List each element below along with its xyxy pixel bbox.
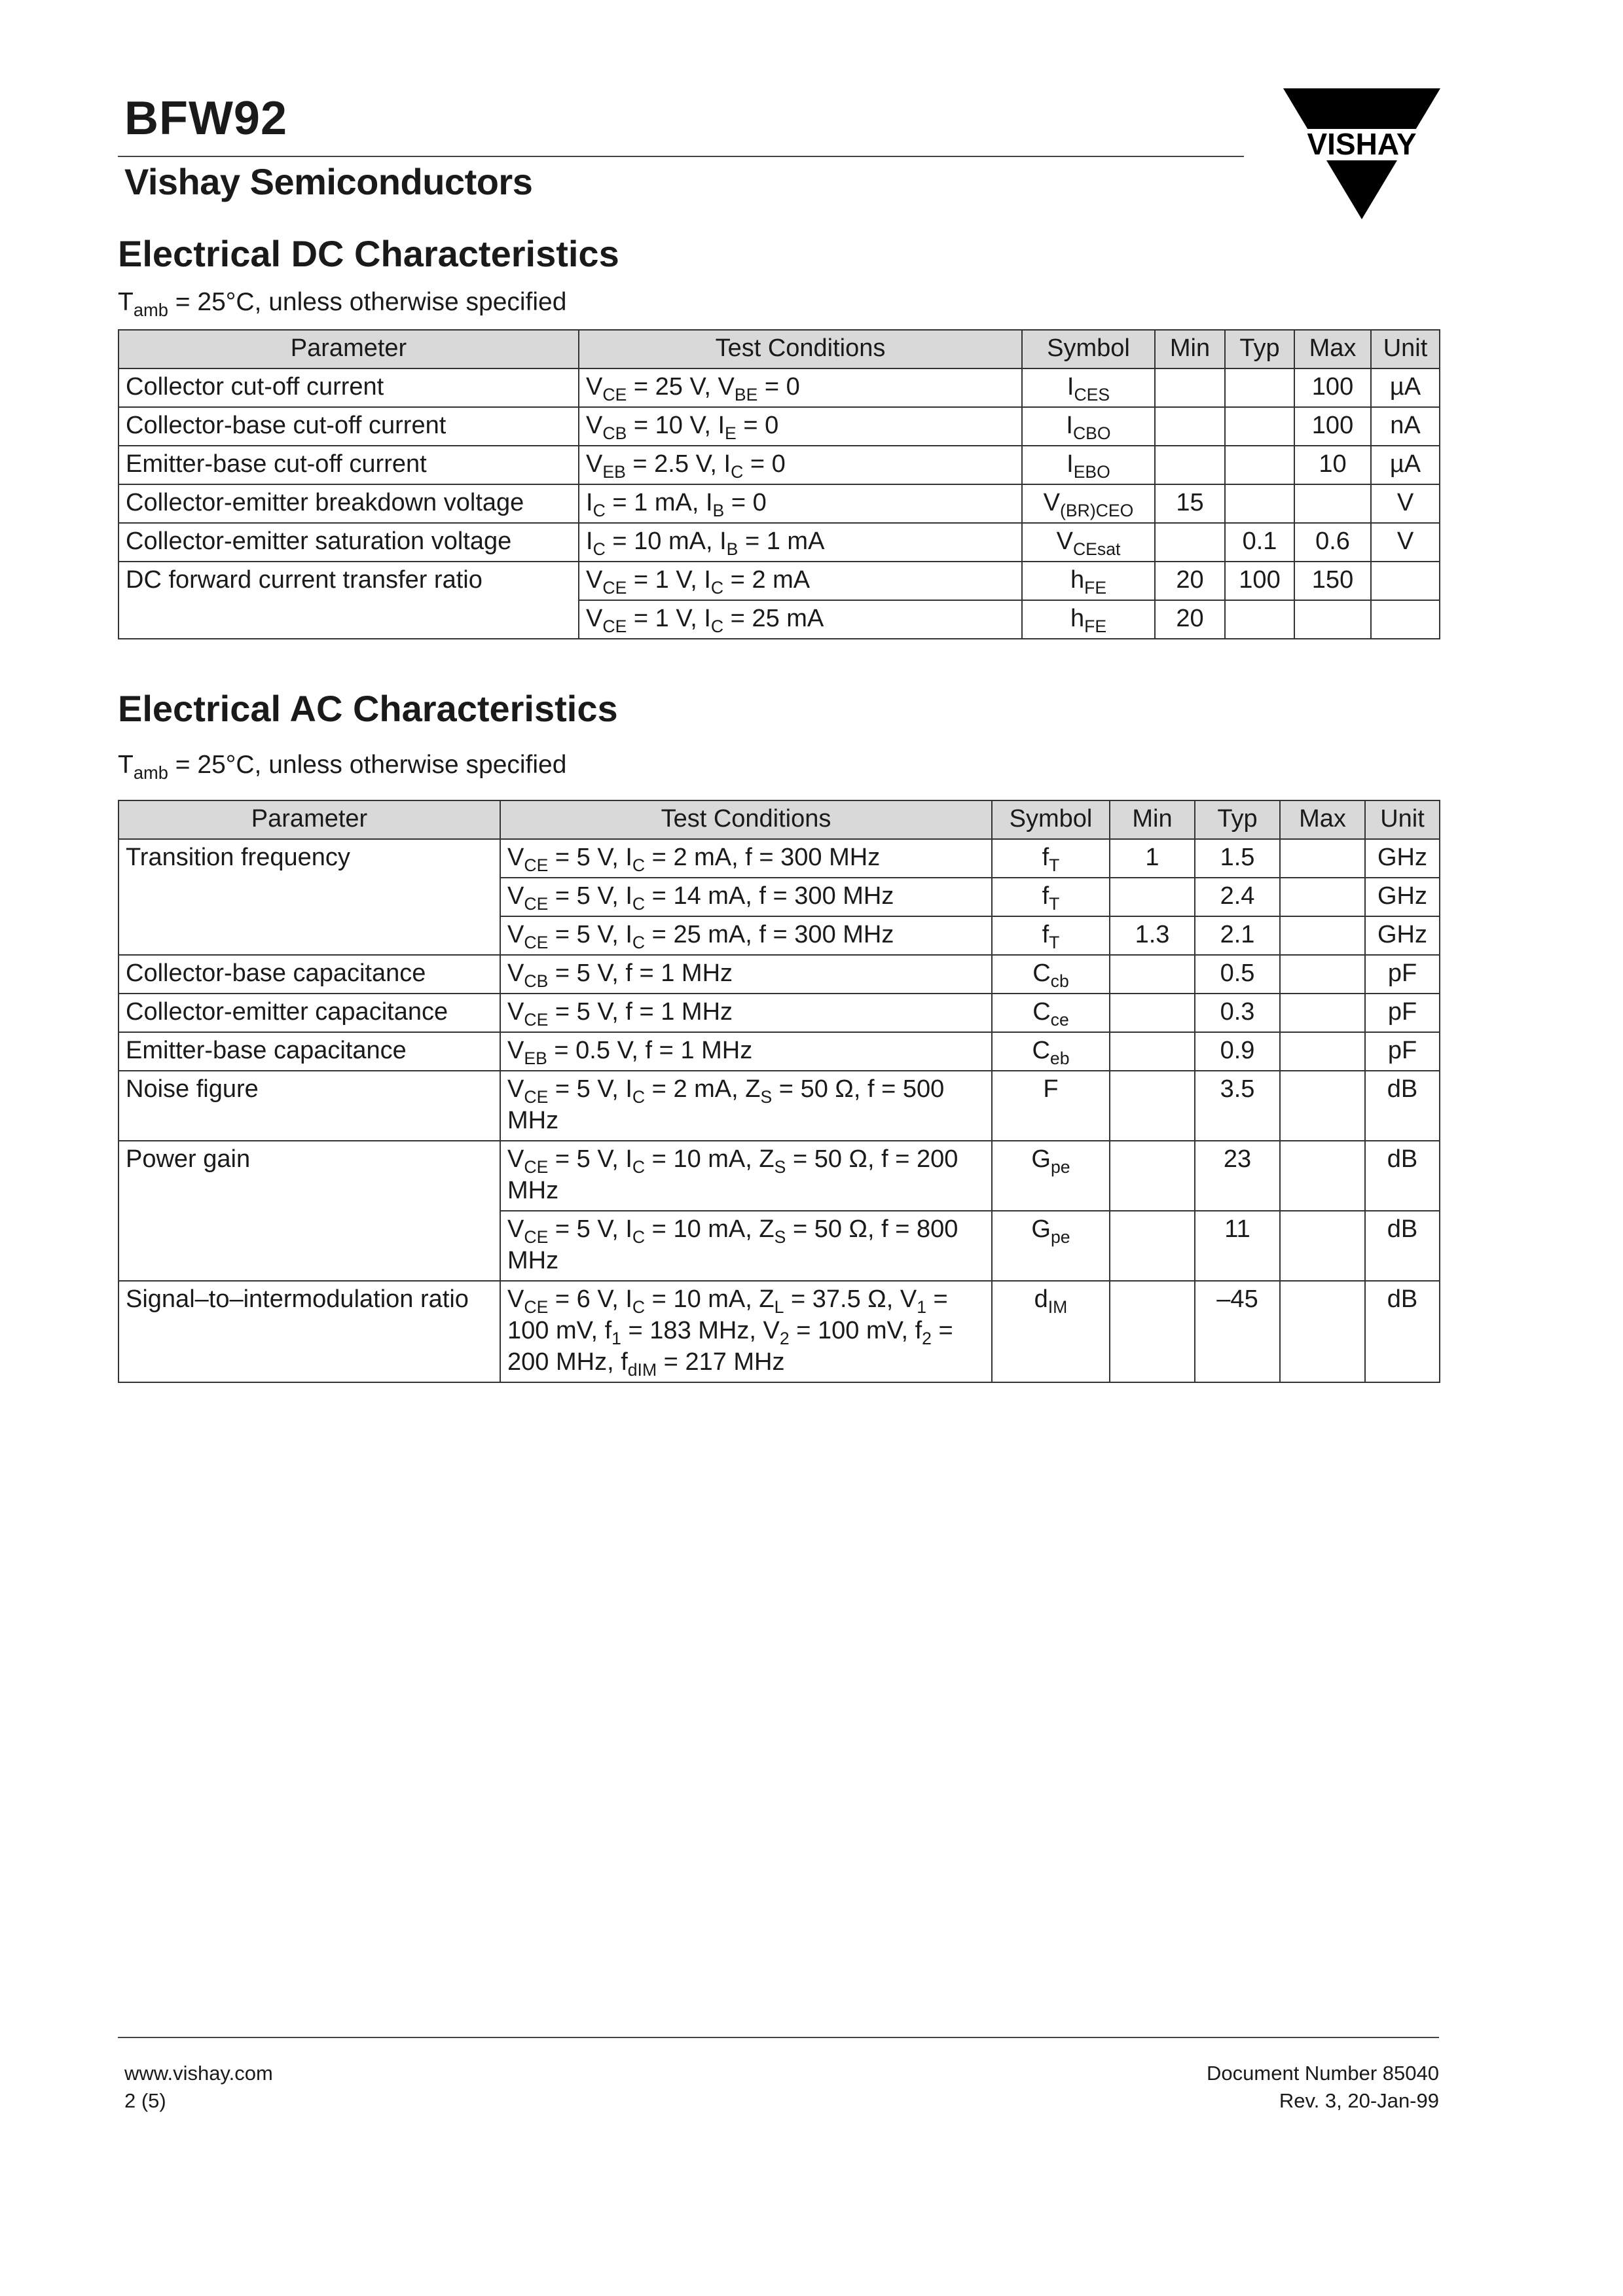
column-header: Min — [1155, 330, 1225, 368]
typ-cell: –45 — [1195, 1281, 1280, 1382]
parameter-cell: Noise figure — [119, 1071, 500, 1141]
min-cell — [1110, 1032, 1195, 1071]
conditions-cell: $V_{CE} = 5$ V, $I_C = 2$ mA, f = 300 MHz — [500, 839, 992, 878]
parameter-cell: Transition frequency — [119, 839, 500, 955]
max-cell — [1280, 878, 1365, 916]
table-row — [119, 523, 1440, 562]
conditions-cell: $V_{CE} = 1$ V, $I_C = 2$ mA — [579, 562, 1022, 600]
symbol-cell: $f_T$ — [992, 878, 1110, 916]
dc-characteristics-table — [118, 329, 1440, 639]
min-cell — [1155, 407, 1225, 446]
max-cell: 0.6 — [1294, 523, 1371, 562]
company-name: Vishay Semiconductors — [124, 161, 533, 202]
conditions-cell: $V_{CE} = 5$ V, $I_C = 10$ mA, $Z_S = 50$ Ω, f = 200 MHz — [500, 1141, 992, 1211]
column-header: Max — [1294, 330, 1371, 368]
conditions-cell: $V_{CE} = 6$ V, $I_C = 10$ mA, $Z_L = 37.5$ Ω, $V_1 = 100$ mV, $f_1 = 183$ MHz, $V_2 = 100$ mV, $f_2 = 200$ MHz, $f_{dIM} = 217$ MHz — [500, 1281, 992, 1382]
column-header: Symbol — [1022, 330, 1155, 368]
typ-cell: 0.5 — [1195, 955, 1280, 994]
min-cell — [1155, 446, 1225, 484]
column-header: Max — [1280, 800, 1365, 839]
typ-cell: 11 — [1195, 1211, 1280, 1281]
symbol-cell: $C_{cb}$ — [992, 955, 1110, 994]
symbol-cell: $d_{IM}$ — [992, 1281, 1110, 1382]
footer-rule — [118, 2037, 1439, 2038]
unit-cell: dB — [1365, 1071, 1440, 1141]
column-header: Unit — [1371, 330, 1440, 368]
max-cell — [1280, 1281, 1365, 1382]
table-header-row — [119, 330, 1440, 368]
min-cell — [1155, 368, 1225, 407]
typ-cell: 1.5 — [1195, 839, 1280, 878]
min-cell — [1110, 994, 1195, 1032]
parameter-cell: Emitter-base cut-off current — [119, 446, 579, 484]
conditions-cell: $V_{CE} = 5$ V, f = 1 MHz — [500, 994, 992, 1032]
unit-cell: µA — [1371, 368, 1440, 407]
max-cell — [1294, 484, 1371, 523]
min-cell: 1 — [1110, 839, 1195, 878]
symbol-cell: $G_{pe}$ — [992, 1211, 1110, 1281]
symbol-cell: $h_{FE}$ — [1022, 562, 1155, 600]
min-cell — [1110, 955, 1195, 994]
unit-cell: dB — [1365, 1211, 1440, 1281]
dc-section-title: Electrical DC Characteristics — [118, 233, 619, 274]
unit-cell: pF — [1365, 955, 1440, 994]
min-cell — [1110, 1141, 1195, 1211]
table-row — [119, 407, 1440, 446]
footer-page-number: 2 (5) — [124, 2089, 166, 2112]
conditions-cell: $V_{CB} = 10$ V, $I_E = 0$ — [579, 407, 1022, 446]
parameter-cell: Collector-base capacitance — [119, 955, 500, 994]
min-cell — [1110, 1281, 1195, 1382]
symbol-cell: $C_{ce}$ — [992, 994, 1110, 1032]
typ-cell: 2.4 — [1195, 878, 1280, 916]
typ-cell — [1225, 600, 1294, 639]
conditions-cell: $V_{CE} = 5$ V, $I_C = 25$ mA, f = 300 MHz — [500, 916, 992, 955]
table-row — [119, 839, 1440, 878]
table-row — [119, 994, 1440, 1032]
table-row — [119, 562, 1440, 600]
unit-cell: pF — [1365, 1032, 1440, 1071]
ac-table-body — [119, 800, 1440, 1382]
conditions-cell: $V_{CE} = 5$ V, $I_C = 2$ mA, $Z_S = 50$ Ω, f = 500 MHz — [500, 1071, 992, 1141]
vishay-logo — [1283, 88, 1440, 219]
table-row — [119, 1141, 1440, 1211]
column-header: Test Conditions — [579, 330, 1022, 368]
ac-section-title: Electrical AC Characteristics — [118, 688, 618, 729]
ac-characteristics-table — [118, 800, 1440, 1383]
symbol-cell: $I_{EBO}$ — [1022, 446, 1155, 484]
unit-cell: µA — [1371, 446, 1440, 484]
max-cell: 150 — [1294, 562, 1371, 600]
parameter-cell: Signal–to–intermodulation ratio — [119, 1281, 500, 1382]
max-cell — [1280, 1071, 1365, 1141]
column-header: Typ — [1195, 800, 1280, 839]
conditions-cell: $V_{CB} = 5$ V, f = 1 MHz — [500, 955, 992, 994]
column-header: Parameter — [119, 800, 500, 839]
typ-cell: 3.5 — [1195, 1071, 1280, 1141]
symbol-cell: $V_{(BR)CEO}$ — [1022, 484, 1155, 523]
max-cell — [1280, 1211, 1365, 1281]
column-header: Min — [1110, 800, 1195, 839]
parameter-cell: Power gain — [119, 1141, 500, 1281]
max-cell — [1280, 1141, 1365, 1211]
logo-text: VISHAY — [1307, 127, 1417, 161]
parameter-cell: Collector-emitter capacitance — [119, 994, 500, 1032]
table-row — [119, 1032, 1440, 1071]
max-cell — [1280, 1032, 1365, 1071]
unit-cell: GHz — [1365, 878, 1440, 916]
parameter-cell: Collector cut-off current — [119, 368, 579, 407]
parameter-cell: Emitter-base capacitance — [119, 1032, 500, 1071]
column-header: Unit — [1365, 800, 1440, 839]
footer-document-number: Document Number 85040 — [1207, 2062, 1439, 2085]
header-rule — [118, 156, 1244, 157]
max-cell: 10 — [1294, 446, 1371, 484]
table-row — [119, 955, 1440, 994]
typ-cell: 0.1 — [1225, 523, 1294, 562]
typ-cell — [1225, 407, 1294, 446]
footer-website[interactable]: www.vishay.com — [124, 2062, 273, 2085]
typ-cell: 100 — [1225, 562, 1294, 600]
max-cell: 100 — [1294, 407, 1371, 446]
typ-cell: 0.3 — [1195, 994, 1280, 1032]
min-cell: 20 — [1155, 600, 1225, 639]
typ-cell — [1225, 368, 1294, 407]
column-header: Typ — [1225, 330, 1294, 368]
typ-cell: 0.9 — [1195, 1032, 1280, 1071]
table-row — [119, 1281, 1440, 1382]
footer-revision: Rev. 3, 20-Jan-99 — [1279, 2089, 1439, 2112]
unit-cell: V — [1371, 484, 1440, 523]
column-header: Symbol — [992, 800, 1110, 839]
typ-cell: 2.1 — [1195, 916, 1280, 955]
conditions-cell: $I_C = 1$ mA, $I_B = 0$ — [579, 484, 1022, 523]
unit-cell: dB — [1365, 1141, 1440, 1211]
parameter-cell: Collector-emitter breakdown voltage — [119, 484, 579, 523]
min-cell — [1110, 878, 1195, 916]
parameter-cell: Collector-emitter saturation voltage — [119, 523, 579, 562]
conditions-cell: $V_{CE} = 25$ V, $V_{BE} = 0$ — [579, 368, 1022, 407]
table-row — [119, 446, 1440, 484]
part-number: BFW92 — [124, 92, 288, 145]
conditions-cell: $I_C = 10$ mA, $I_B = 1$ mA — [579, 523, 1022, 562]
max-cell — [1280, 955, 1365, 994]
table-header-row — [119, 800, 1440, 839]
conditions-cell: $V_{CE} = 5$ V, $I_C = 14$ mA, f = 300 MHz — [500, 878, 992, 916]
symbol-cell: $G_{pe}$ — [992, 1141, 1110, 1211]
min-cell: 1.3 — [1110, 916, 1195, 955]
ac-condition-note: $T_{amb} = 25^\circ C$, unless otherwise specified — [118, 751, 567, 783]
min-cell: 20 — [1155, 562, 1225, 600]
symbol-cell: $I_{CES}$ — [1022, 368, 1155, 407]
unit-cell: GHz — [1365, 839, 1440, 878]
table-row — [119, 368, 1440, 407]
max-cell — [1280, 994, 1365, 1032]
min-cell — [1155, 523, 1225, 562]
symbol-cell: $V_{CEsat}$ — [1022, 523, 1155, 562]
table-row — [119, 1071, 1440, 1141]
parameter-cell: Collector-base cut-off current — [119, 407, 579, 446]
max-cell: 100 — [1294, 368, 1371, 407]
max-cell — [1280, 916, 1365, 955]
conditions-cell: $V_{EB} = 2.5$ V, $I_C = 0$ — [579, 446, 1022, 484]
max-cell — [1294, 600, 1371, 639]
typ-cell: 23 — [1195, 1141, 1280, 1211]
dc-condition-note: $T_{amb} = 25^\circ C$, unless otherwise specified — [118, 288, 567, 320]
min-cell — [1110, 1071, 1195, 1141]
unit-cell — [1371, 562, 1440, 600]
min-cell: 15 — [1155, 484, 1225, 523]
max-cell — [1280, 839, 1365, 878]
min-cell — [1110, 1211, 1195, 1281]
column-header: Test Conditions — [500, 800, 992, 839]
typ-cell — [1225, 484, 1294, 523]
column-header: Parameter — [119, 330, 579, 368]
typ-cell — [1225, 446, 1294, 484]
symbol-cell: $h_{FE}$ — [1022, 600, 1155, 639]
conditions-cell: $V_{CE} = 5$ V, $I_C = 10$ mA, $Z_S = 50$ Ω, f = 800 MHz — [500, 1211, 992, 1281]
unit-cell — [1371, 600, 1440, 639]
dc-table-body — [119, 330, 1440, 639]
symbol-cell: $f_T$ — [992, 839, 1110, 878]
symbol-cell: $I_{CBO}$ — [1022, 407, 1155, 446]
unit-cell: pF — [1365, 994, 1440, 1032]
conditions-cell: $V_{CE} = 1$ V, $I_C = 25$ mA — [579, 600, 1022, 639]
parameter-cell: DC forward current transfer ratio — [119, 562, 579, 639]
unit-cell: GHz — [1365, 916, 1440, 955]
symbol-cell: $f_T$ — [992, 916, 1110, 955]
symbol-cell: $C_{eb}$ — [992, 1032, 1110, 1071]
table-row — [119, 484, 1440, 523]
unit-cell: nA — [1371, 407, 1440, 446]
unit-cell: dB — [1365, 1281, 1440, 1382]
symbol-cell: F — [992, 1071, 1110, 1141]
conditions-cell: $V_{EB} = 0.5$ V, f = 1 MHz — [500, 1032, 992, 1071]
unit-cell: V — [1371, 523, 1440, 562]
